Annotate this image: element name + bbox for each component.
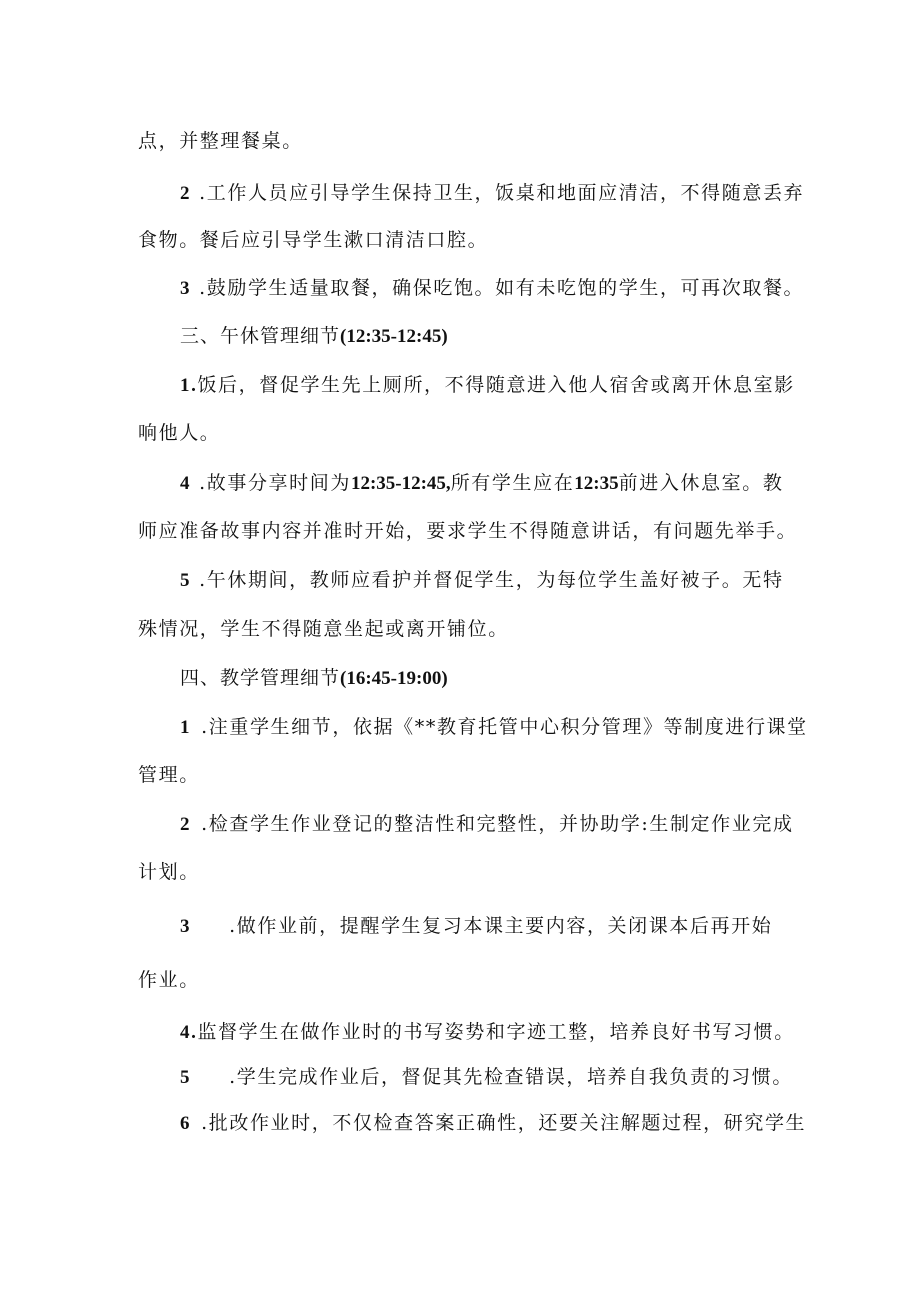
- text-line: [138, 129, 303, 153]
- list-item: [180, 914, 772, 939]
- item-number: 1.: [180, 375, 198, 396]
- item-number: 5: [180, 1067, 192, 1088]
- item-number: 4: [180, 473, 192, 494]
- text-line: [138, 421, 220, 445]
- paragraph-text: .注重学生细节，依据《**教育托管中心积分管理》等制度进行课堂: [201, 716, 808, 738]
- paragraph-text: 计划。: [138, 861, 200, 883]
- section-heading: [180, 666, 448, 691]
- paragraph-text: .鼓励学生适量取餐，确保吃饱。如有未吃饱的学生，可再次取餐。: [199, 277, 805, 299]
- paragraph-text: .工作人员应引导学生保持卫生，饭桌和地面应清洁，不得随意丢弃: [199, 182, 805, 204]
- paragraph-text: 食物。餐后应引导学生漱口清洁口腔。: [138, 229, 489, 251]
- list-item: [180, 568, 784, 593]
- item-number: 6: [180, 1113, 192, 1134]
- paragraph-text: 监督学生在做作业时的书写姿势和字迹工整，培养良好书写习惯。: [197, 1021, 795, 1043]
- paragraph-text: .批改作业时，不仅检查答案正确性，还要关注解题过程，研究学生: [201, 1112, 807, 1134]
- heading-time: (12:35-12:45): [340, 326, 448, 347]
- heading-label: 四、教学管理细节: [180, 667, 341, 689]
- text-line: [138, 860, 200, 884]
- heading-time: (16:45-19:00): [340, 668, 448, 689]
- paragraph-text: 前进入休息室。教: [618, 472, 784, 494]
- list-item: [180, 181, 804, 206]
- time-range: 12:35-12:45,: [350, 473, 451, 494]
- section-heading: [180, 324, 448, 349]
- list-item: [180, 715, 808, 740]
- paragraph-text: .检查学生作业登记的整洁性和完整性，并协助学:生制定作业完成: [201, 813, 794, 835]
- paragraph-text: 管理。: [138, 764, 200, 786]
- list-item: [180, 373, 795, 398]
- paragraph-text: 所有学生应在: [450, 472, 575, 494]
- paragraph-text: 殊情况，学生不得随意坐起或离开铺位。: [138, 618, 509, 640]
- paragraph-text: .学生完成作业后，督促其先检查错误，培养自我负责的习惯。: [229, 1066, 793, 1088]
- list-item: [180, 276, 804, 301]
- paragraph-text: 点，并整理餐桌。: [138, 130, 303, 152]
- time-value: 12:35: [574, 473, 619, 494]
- list-item: [180, 1111, 806, 1136]
- text-line: [138, 968, 200, 992]
- item-number: 5: [180, 570, 192, 591]
- heading-label: 三、午休管理细节: [180, 325, 341, 347]
- paragraph-text: 饭后，督促学生先上厕所，不得随意进入他人宿舍或离开休息室影: [197, 374, 795, 396]
- paragraph-text: .故事分享时间为: [199, 472, 351, 494]
- item-number: 3: [180, 278, 192, 299]
- text-line: [138, 519, 797, 543]
- list-item: [180, 1065, 793, 1090]
- list-item: [180, 1020, 795, 1045]
- item-number: 4.: [180, 1022, 198, 1043]
- list-item: [180, 471, 783, 496]
- item-number: 2: [180, 183, 192, 204]
- text-line: [138, 228, 488, 252]
- list-item: [180, 812, 794, 837]
- item-number: 2: [180, 814, 192, 835]
- paragraph-text: 响他人。: [138, 422, 221, 444]
- paragraph-text: 师应准备故事内容并准时开始，要求学生不得随意讲话，有问题先举手。: [138, 520, 798, 542]
- text-line: [138, 617, 509, 641]
- item-number: 3: [180, 916, 192, 937]
- item-number: 1: [180, 717, 192, 738]
- paragraph-text: .午休期间，教师应看护并督促学生，为每位学生盖好被子。无特: [199, 569, 784, 591]
- text-line: [138, 763, 200, 787]
- paragraph-text: 作业。: [138, 969, 200, 991]
- paragraph-text: .做作业前，提醒学生复习本课主要内容，关闭课本后再开始: [229, 915, 773, 937]
